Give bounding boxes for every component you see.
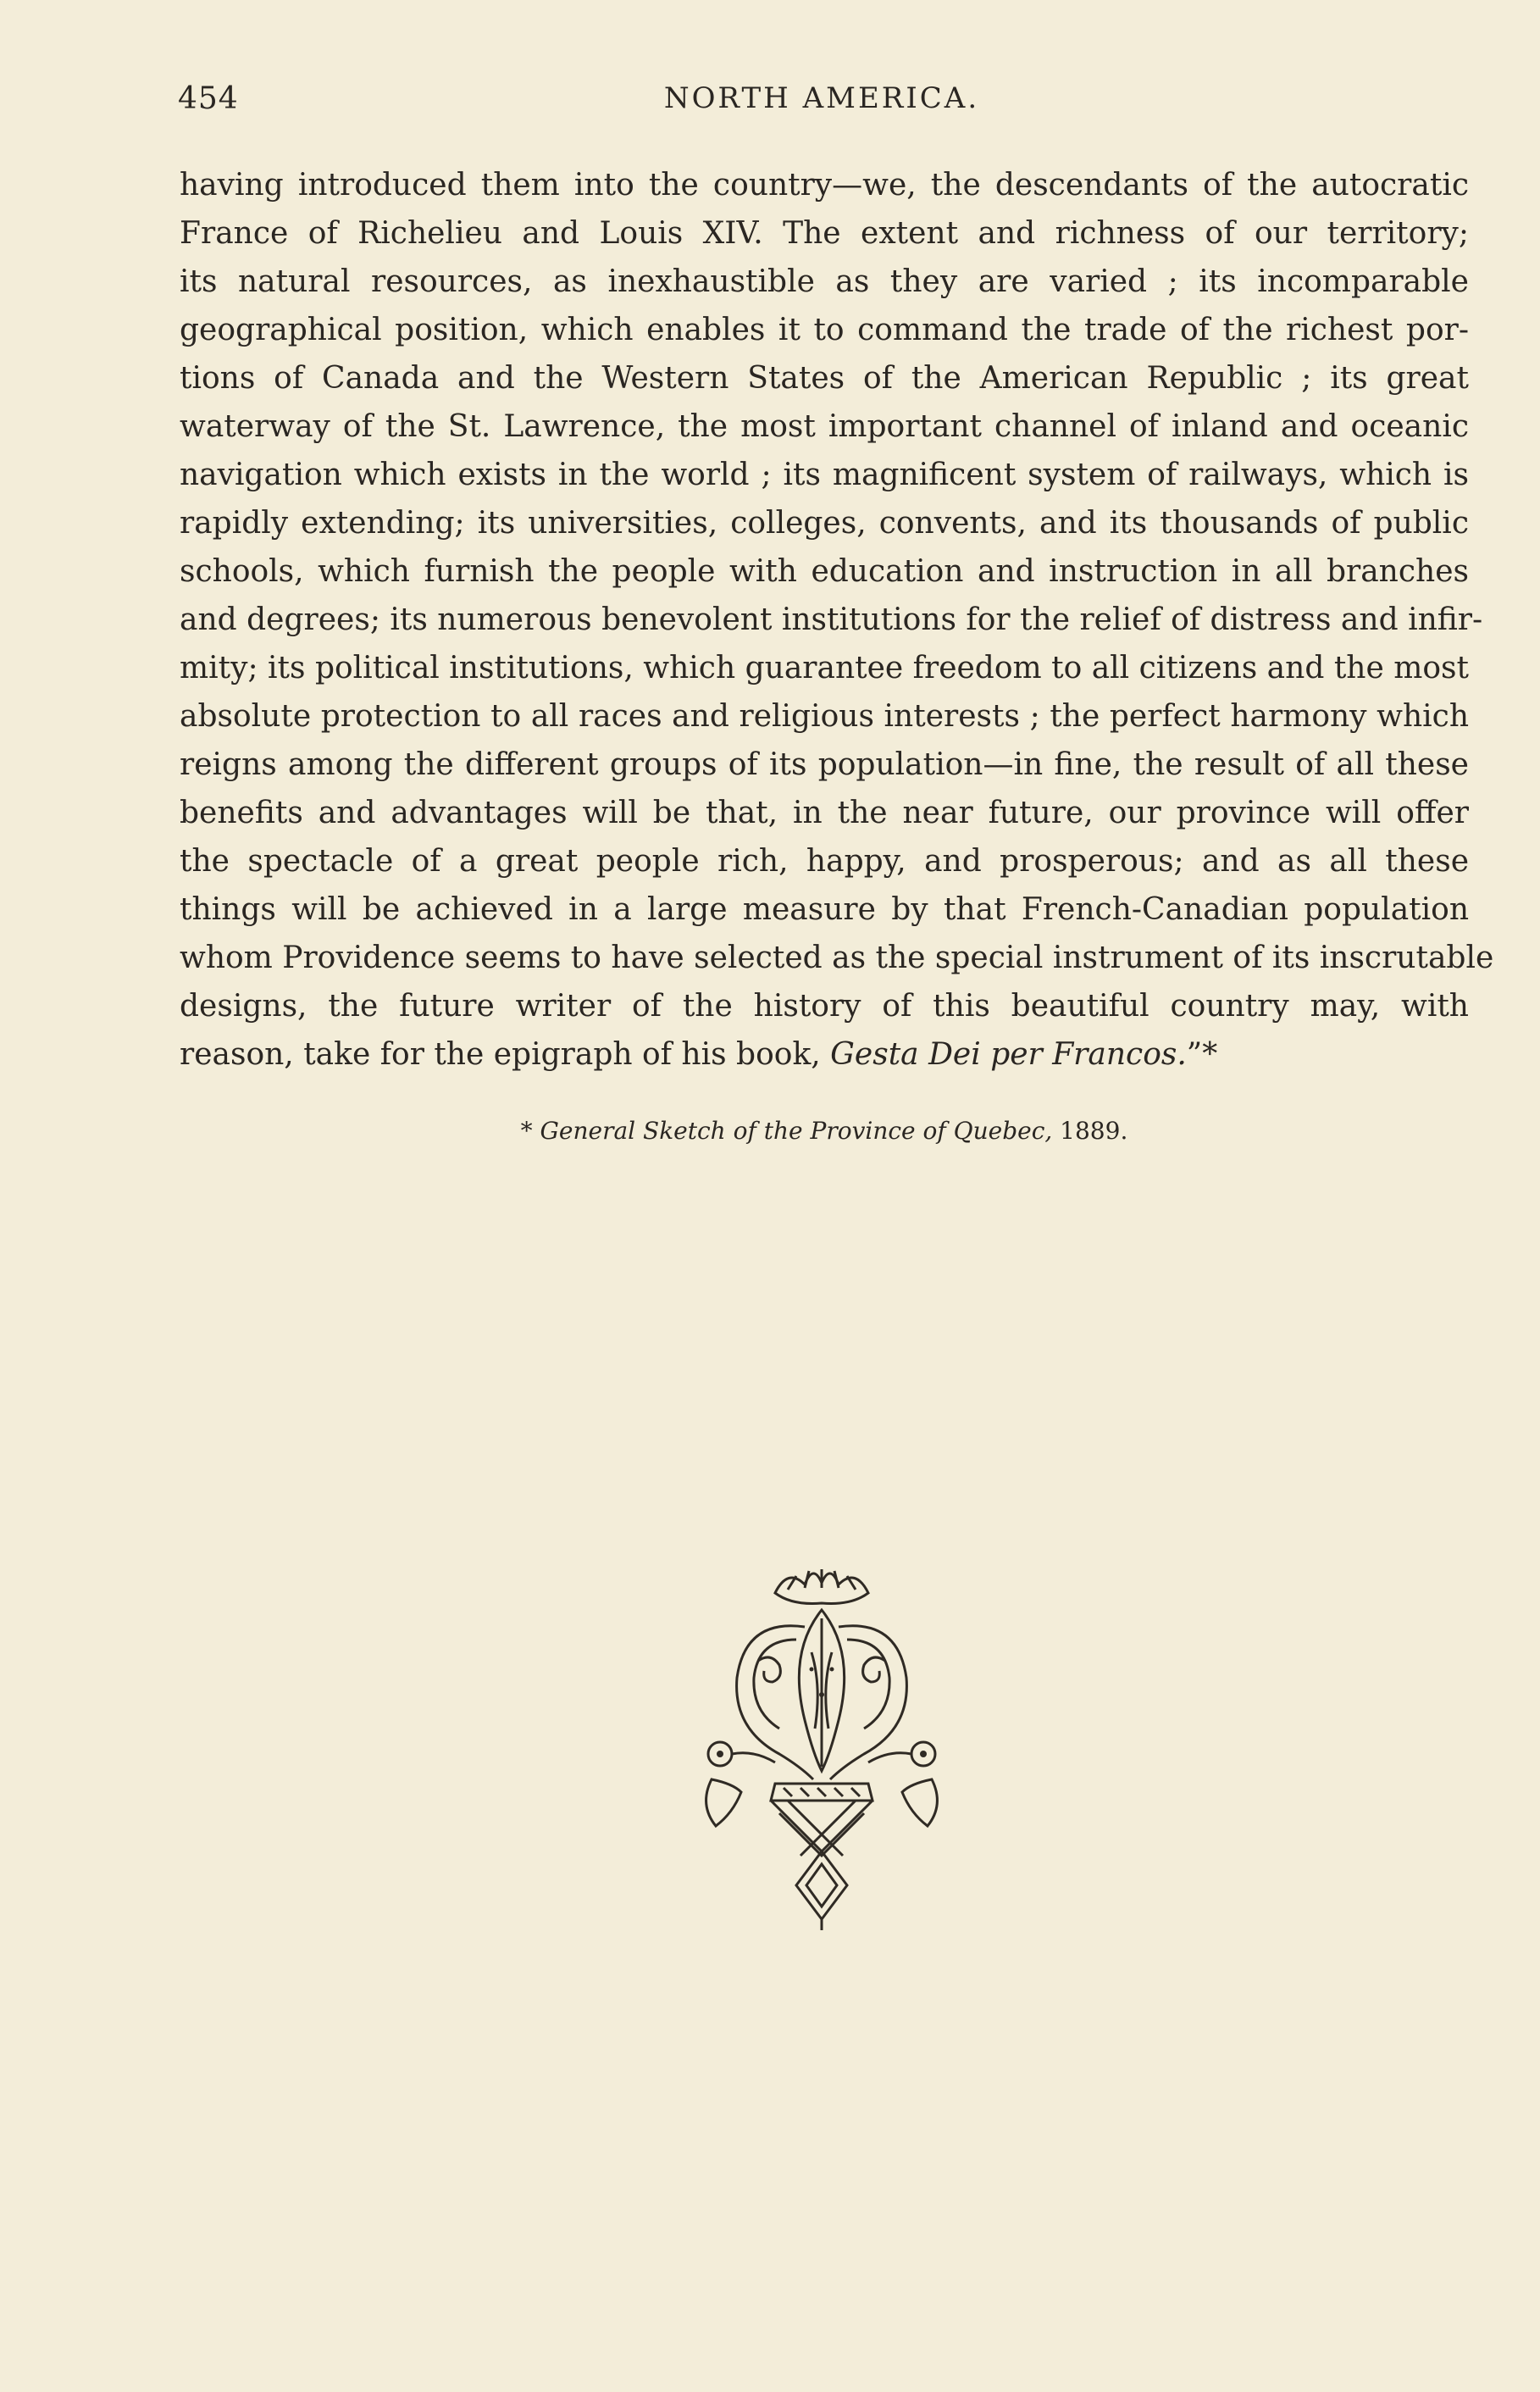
running-head: NORTH AMERICA. [663, 81, 980, 115]
text-line: waterway of the St. Lawrence, the most important channel of inland and oceanic [180, 409, 1469, 444]
text-line: schools, which furnish the people with education and instruction in all branches [180, 554, 1469, 589]
text-line: the spectacle of a great people rich, happy, and prosperous; and as all these [180, 844, 1469, 879]
last-line-start: reason, take for the epigraph of his book, [180, 1037, 831, 1072]
text-line: whom Providence seems to have selected as the special instrument of its inscrutable [180, 941, 1494, 975]
text-line: things will be achieved in a large measure by that French-Canadian population [180, 892, 1469, 927]
body-text [180, 161, 1494, 1079]
text-line: mity; its political institutions, which guarantee freedom to all citizens and the most [180, 651, 1469, 685]
footnote-source-title: General Sketch of the Province of Quebec, [540, 1117, 1053, 1145]
text-line-last [180, 1030, 1469, 1079]
footnote [180, 1117, 1469, 1145]
text-line: having introduced them into the country—we, the descendants of the autocratic [180, 168, 1469, 203]
page-header [178, 81, 1465, 132]
text-line: designs, the future writer of the history of this beautiful country may, with [180, 989, 1469, 1024]
text-line: navigation which exists in the world ; its magnificent system of railways, which is [180, 458, 1469, 492]
text-line: and degrees; its numerous benevolent institutions for the relief of distress and infir- [180, 602, 1483, 637]
text-line: benefits and advantages will be that, in the near future, our province will offer [180, 796, 1469, 830]
text-line: its natural resources, as inexhaustible as they are varied ; its incomparable [180, 264, 1469, 299]
page-number: 454 [178, 81, 239, 116]
text-line: rapidly extending; its universities, colleges, convents, and its thousands of public [180, 506, 1469, 541]
footnote-reference: ”* [1186, 1037, 1218, 1072]
epigraph-title: Gesta Dei per Francos. [830, 1037, 1187, 1072]
text-line: France of Richelieu and Louis XIV. The extent and richness of our territory; [180, 216, 1469, 251]
text-line: reigns among the different groups of its population—in fine, the result of all these [180, 747, 1469, 782]
fleur-de-lis-ornament-icon [695, 1559, 949, 1932]
text-line: absolute protection to all races and religious interests ; the perfect harmony which [180, 699, 1469, 734]
text-line: geographical position, which enables it to command the trade of the richest por- [180, 313, 1469, 347]
text-line: tions of Canada and the Western States of the American Republic ; its great [180, 361, 1469, 396]
footnote-marker: * [520, 1117, 540, 1145]
footnote-year: 1889. [1052, 1117, 1128, 1145]
